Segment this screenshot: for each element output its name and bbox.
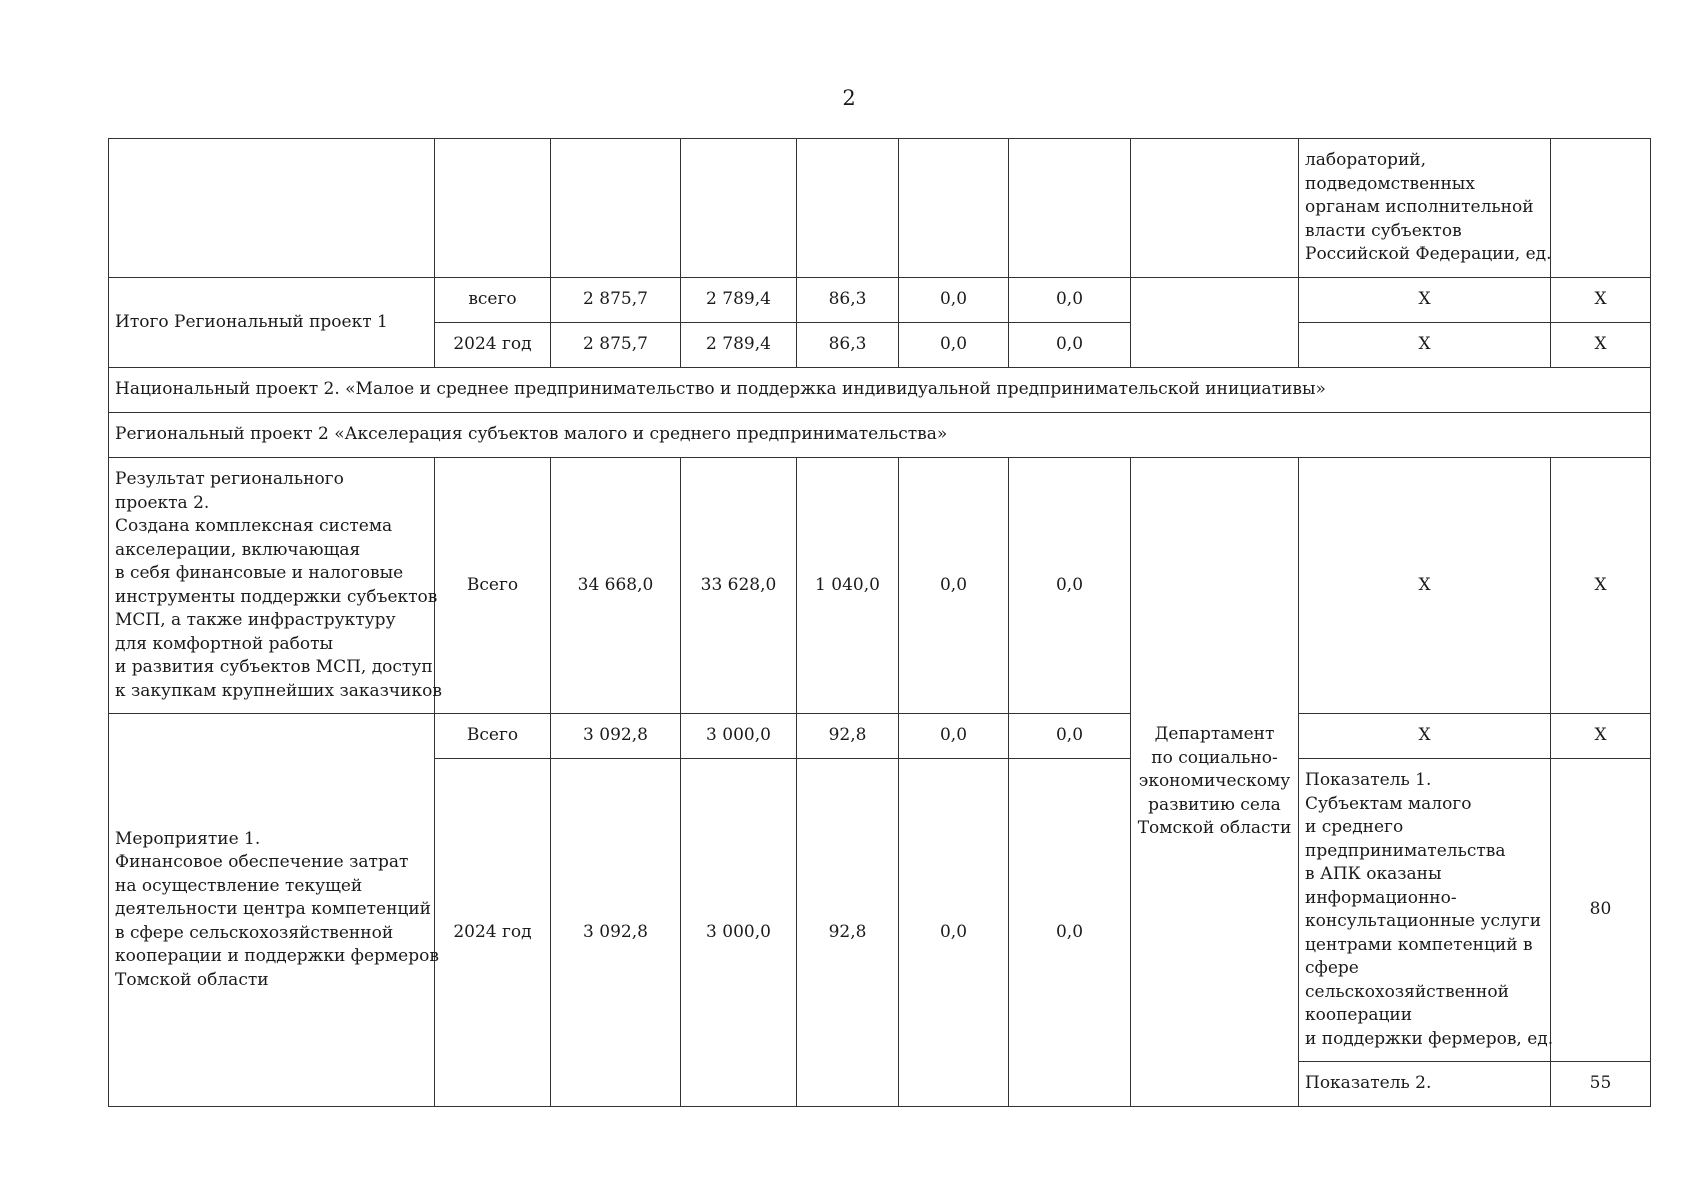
regional-project-heading: Региональный проект 2 «Акселерация субъектов малого и среднего предпринимательства»: [109, 413, 1651, 458]
period-cell: Всего: [435, 714, 551, 759]
value-cell: 92,8: [797, 759, 899, 1107]
value-cell: 0,0: [1009, 323, 1131, 368]
empty-cell: [1131, 139, 1299, 278]
value-cell: X: [1551, 323, 1651, 368]
indicator-cell: лабораторий, подведомственных органам исполнительной власти субъектов Российской Федерации, ед.: [1299, 139, 1551, 278]
indicator-cell: X: [1299, 714, 1551, 759]
period-cell: 2024 год: [435, 759, 551, 1107]
value-cell: 55: [1551, 1062, 1651, 1107]
empty-cell: [899, 139, 1009, 278]
indicator-cell: Показатель 1. Субъектам малого и среднего предпринимательства в АПК оказаны информационно- консультационные услуги центрами компетенций в сфере сельскохозяйственной кооперации и поддержки фермеров, ед.: [1299, 759, 1551, 1062]
value-cell: X: [1551, 458, 1651, 714]
empty-cell: [1009, 139, 1131, 278]
empty-cell: [1131, 278, 1299, 368]
value-cell: X: [1551, 714, 1651, 759]
indicator-cell: X: [1299, 323, 1551, 368]
empty-cell: [551, 139, 681, 278]
budget-table: [108, 138, 1651, 1107]
indicator-cell: X: [1299, 278, 1551, 323]
value-cell: 2 789,4: [681, 323, 797, 368]
result-label: Результат регионального проекта 2. Создана комплексная система акселерации, включающая в себя финансовые и налоговые инструменты поддержки субъектов МСП, а также инфраструктуру для комфортной работы и развития субъектов МСП, доступ к закупкам крупнейших заказчиков: [109, 458, 435, 714]
value-cell: 0,0: [1009, 458, 1131, 714]
value-cell: 2 875,7: [551, 278, 681, 323]
table-row: [109, 458, 1651, 714]
empty-cell: [435, 139, 551, 278]
value-cell: 0,0: [899, 278, 1009, 323]
executor-cell: Департамент по социально- экономическому развитию села Томской области: [1131, 458, 1299, 1107]
table-row: [109, 368, 1651, 413]
value-cell: 2 875,7: [551, 323, 681, 368]
value-cell: 2 789,4: [681, 278, 797, 323]
value-cell: X: [1551, 278, 1651, 323]
empty-cell: [681, 139, 797, 278]
value-cell: 3 000,0: [681, 759, 797, 1107]
period-cell: Всего: [435, 458, 551, 714]
value-cell: 3 092,8: [551, 714, 681, 759]
table-row: [109, 413, 1651, 458]
period-cell: 2024 год: [435, 323, 551, 368]
total-rp1-label: Итого Региональный проект 1: [109, 278, 435, 368]
value-cell: 0,0: [899, 714, 1009, 759]
value-cell: 0,0: [899, 458, 1009, 714]
table-row: [109, 714, 1651, 759]
value-cell: 0,0: [1009, 759, 1131, 1107]
empty-cell: [797, 139, 899, 278]
value-cell: 3 000,0: [681, 714, 797, 759]
empty-cell: [1551, 139, 1651, 278]
national-project-heading: Национальный проект 2. «Малое и среднее предпринимательство и поддержка индивидуальной предпринимательской инициативы»: [109, 368, 1651, 413]
value-cell: 3 092,8: [551, 759, 681, 1107]
page-number: 2: [842, 86, 856, 110]
value-cell: 34 668,0: [551, 458, 681, 714]
value-cell: 80: [1551, 759, 1651, 1062]
value-cell: 86,3: [797, 323, 899, 368]
value-cell: 0,0: [1009, 714, 1131, 759]
value-cell: 92,8: [797, 714, 899, 759]
value-cell: 0,0: [899, 759, 1009, 1107]
period-cell: всего: [435, 278, 551, 323]
indicator-cell: Показатель 2.: [1299, 1062, 1551, 1107]
indicator-cell: X: [1299, 458, 1551, 714]
value-cell: 0,0: [1009, 278, 1131, 323]
value-cell: 1 040,0: [797, 458, 899, 714]
value-cell: 86,3: [797, 278, 899, 323]
measure-label: Мероприятие 1. Финансовое обеспечение затрат на осуществление текущей деятельности центра компетенций в сфере сельскохозяйственной кооперации и поддержки фермеров Томской области: [109, 714, 435, 1107]
empty-cell: [109, 139, 435, 278]
value-cell: 0,0: [899, 323, 1009, 368]
value-cell: 33 628,0: [681, 458, 797, 714]
table-row: [109, 139, 1651, 278]
table-row: [109, 278, 1651, 323]
